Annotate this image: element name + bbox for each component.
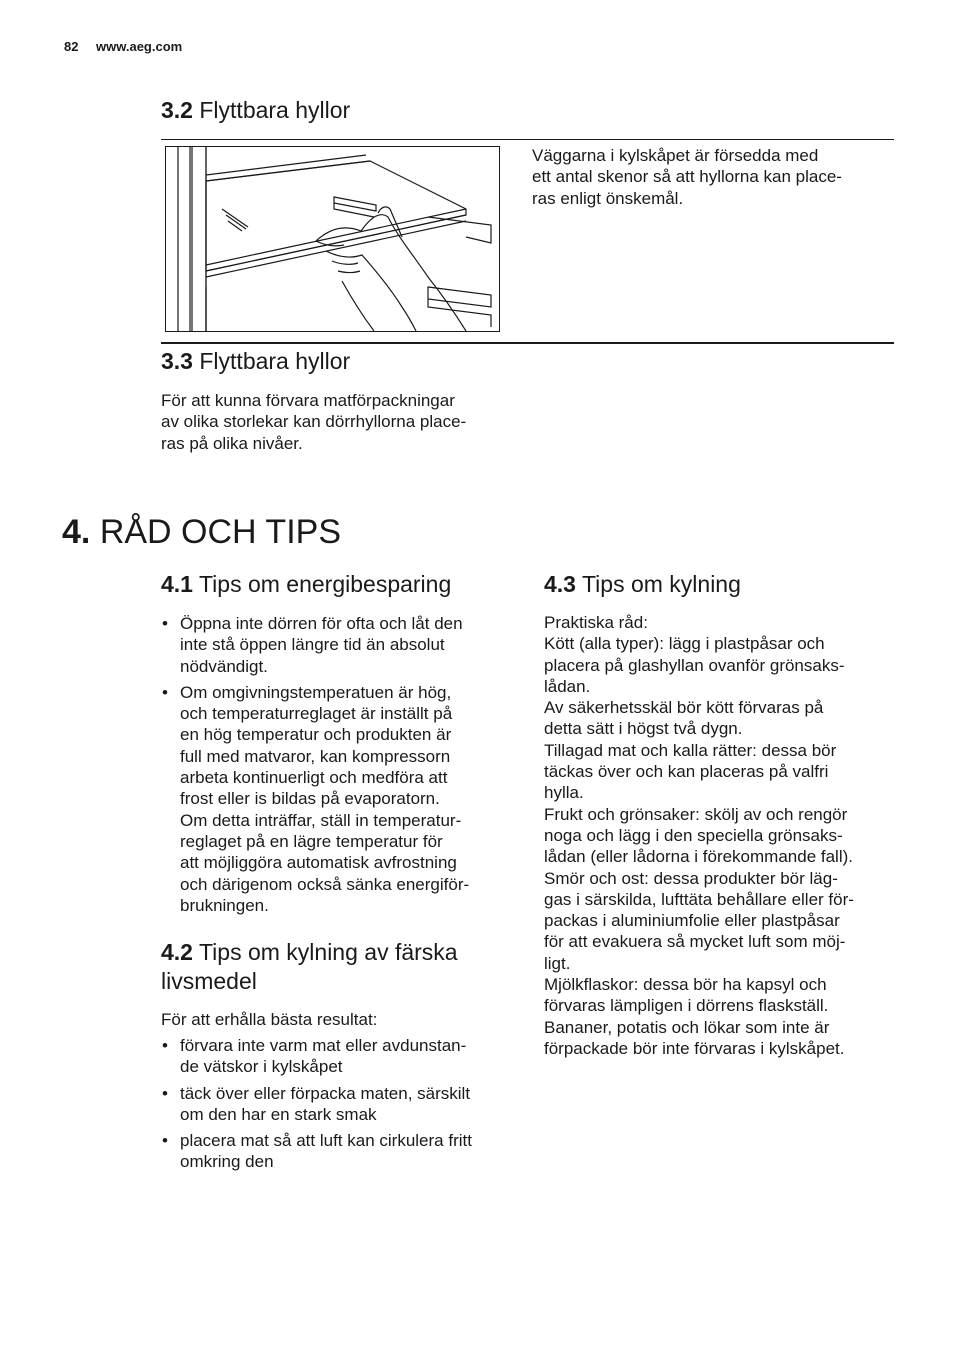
text-line: och därigenom också sänka energiför-: [180, 874, 470, 894]
section-3-2-rule: [161, 139, 894, 140]
text-line: • täck över eller förpacka maten, särskilt: [180, 1083, 471, 1103]
text-line: Bananer, potatis och lökar som inte är: [544, 1017, 830, 1037]
text-line: noga och lägg i den speciella grönsaks-: [544, 825, 843, 845]
section-4-3-heading: [544, 570, 741, 599]
section-4-3-text: [544, 612, 904, 1059]
list-item: [161, 613, 521, 677]
list-item: [161, 1035, 521, 1078]
text-line: hylla.: [544, 783, 584, 803]
section-3-3-text: [161, 390, 466, 454]
text-line: täckas över och kan placeras på valfri: [544, 762, 829, 782]
text-line: lådan.: [544, 676, 591, 696]
section-4-3-title: Tips om kylning: [581, 571, 741, 597]
text-line: brukningen.: [180, 895, 269, 915]
section-4-2-intro: För att erhålla bästa resultat:: [161, 1010, 378, 1029]
section-4-1-number: 4.1: [161, 571, 193, 597]
section-3-3-number: 3.3: [161, 348, 193, 374]
section-3-2-title: Flyttbara hyllor: [199, 97, 351, 123]
section-4-2-title: Tips om kylning av färska: [198, 939, 458, 965]
chapter-heading: [62, 511, 341, 553]
section-4-1-title: Tips om energibesparing: [198, 571, 452, 597]
text-line: förvaras lämpligen i dörrens flaskställ.: [544, 996, 829, 1016]
section-4-2-list: [161, 1035, 521, 1178]
text-line: om den har en stark smak: [180, 1104, 377, 1124]
website-link[interactable]: www.aeg.com: [96, 39, 183, 54]
text-line: och temperaturreglaget är inställt på: [180, 704, 453, 724]
section-4-1-list: [161, 613, 521, 921]
text-line: för att evakuera så mycket luft som möj-: [544, 932, 846, 952]
text-line: ras enligt önskemål.: [532, 188, 684, 208]
section-4-3-number: 4.3: [544, 571, 576, 597]
list-item: [161, 1130, 521, 1173]
text-line: nödvändigt.: [180, 656, 268, 676]
text-line: placera på glashyllan ovanför grönsaks-: [544, 655, 845, 675]
text-line: Om detta inträffar, ställ in temperatur-: [180, 810, 462, 830]
text-line: arbeta kontinuerligt och medföra att: [180, 768, 448, 788]
text-line: omkring den: [180, 1152, 274, 1172]
text-line: Mjölkflaskor: dessa bör ha kapsyl och: [544, 975, 827, 995]
shelf-removal-illustration-icon: [166, 147, 499, 331]
section-3-3-title: Flyttbara hyllor: [199, 348, 351, 374]
section-3-3-rule: [161, 342, 894, 344]
text-line: frost eller is bildas på evaporatorn.: [180, 789, 440, 809]
text-line: av olika storlekar kan dörrhyllorna place-: [161, 412, 467, 432]
text-line: • Öppna inte dörren för ofta och låt den: [180, 614, 463, 633]
section-4-2-number: 4.2: [161, 939, 193, 965]
text-line: Smör och ost: dessa produkter bör läg-: [544, 868, 838, 888]
text-line: ligt.: [544, 953, 571, 973]
text-line: en hög temperatur och produkten är: [180, 725, 452, 745]
list-item: [161, 682, 521, 916]
text-line: • Om omgivningstemperatuen är hög,: [180, 682, 452, 702]
text-line: • förvara inte varm mat eller avdunstan-: [180, 1036, 467, 1055]
text-line: Väggarna i kylskåpet är försedda med: [532, 146, 819, 165]
section-3-2-text: [532, 145, 842, 209]
section-4-2-heading: [161, 938, 521, 996]
section-3-2-heading: [161, 96, 350, 125]
shelf-illustration: [165, 146, 500, 332]
list-item: [161, 1083, 521, 1126]
section-4-1-heading: [161, 570, 451, 599]
text-line: inte stå öppen längre tid än absolut: [180, 635, 445, 655]
text-line: ett antal skenor så att hyllorna kan place-: [532, 167, 842, 187]
text-line: För att kunna förvara matförpackningar: [161, 391, 455, 410]
section-3-2-number: 3.2: [161, 97, 193, 123]
chapter-title: RÅD OCH TIPS: [99, 513, 341, 551]
text-line: full med matvaror, kan kompressorn: [180, 746, 451, 766]
text-line: ras på olika nivåer.: [161, 433, 303, 453]
text-line: • placera mat så att luft kan cirkulera fritt: [180, 1131, 472, 1151]
section-3-3-heading: [161, 347, 350, 376]
text-line: Tillagad mat och kalla rätter: dessa bör: [544, 740, 837, 760]
text-line: gas i särskilda, lufttäta behållare eller för-: [544, 889, 854, 909]
chapter-number: 4.: [62, 513, 91, 551]
text-line: lådan (eller lådorna i förekommande fall).: [544, 847, 853, 867]
text-line: förpackade bör inte förvaras i kylskåpet.: [544, 1038, 845, 1058]
text-line: Praktiska råd:: [544, 613, 648, 632]
heading-line: [161, 938, 521, 967]
text-line: Frukt och grönsaker: skölj av och rengör: [544, 804, 848, 824]
text-line: detta sätt i högst två dygn.: [544, 719, 743, 739]
text-line: Kött (alla typer): lägg i plastpåsar och: [544, 634, 825, 654]
text-line: Av säkerhetsskäl bör kött förvaras på: [544, 698, 824, 718]
text-line: reglaget på en lägre temperatur för: [180, 831, 443, 851]
text-line: de vätskor i kylskåpet: [180, 1057, 343, 1077]
page-number: 82: [64, 39, 79, 54]
heading-line: livsmedel: [161, 968, 257, 994]
text-line: att möjliggöra automatisk avfrostning: [180, 853, 457, 873]
text-line: packas i aluminiumfolie eller plastpåsar: [544, 911, 840, 931]
